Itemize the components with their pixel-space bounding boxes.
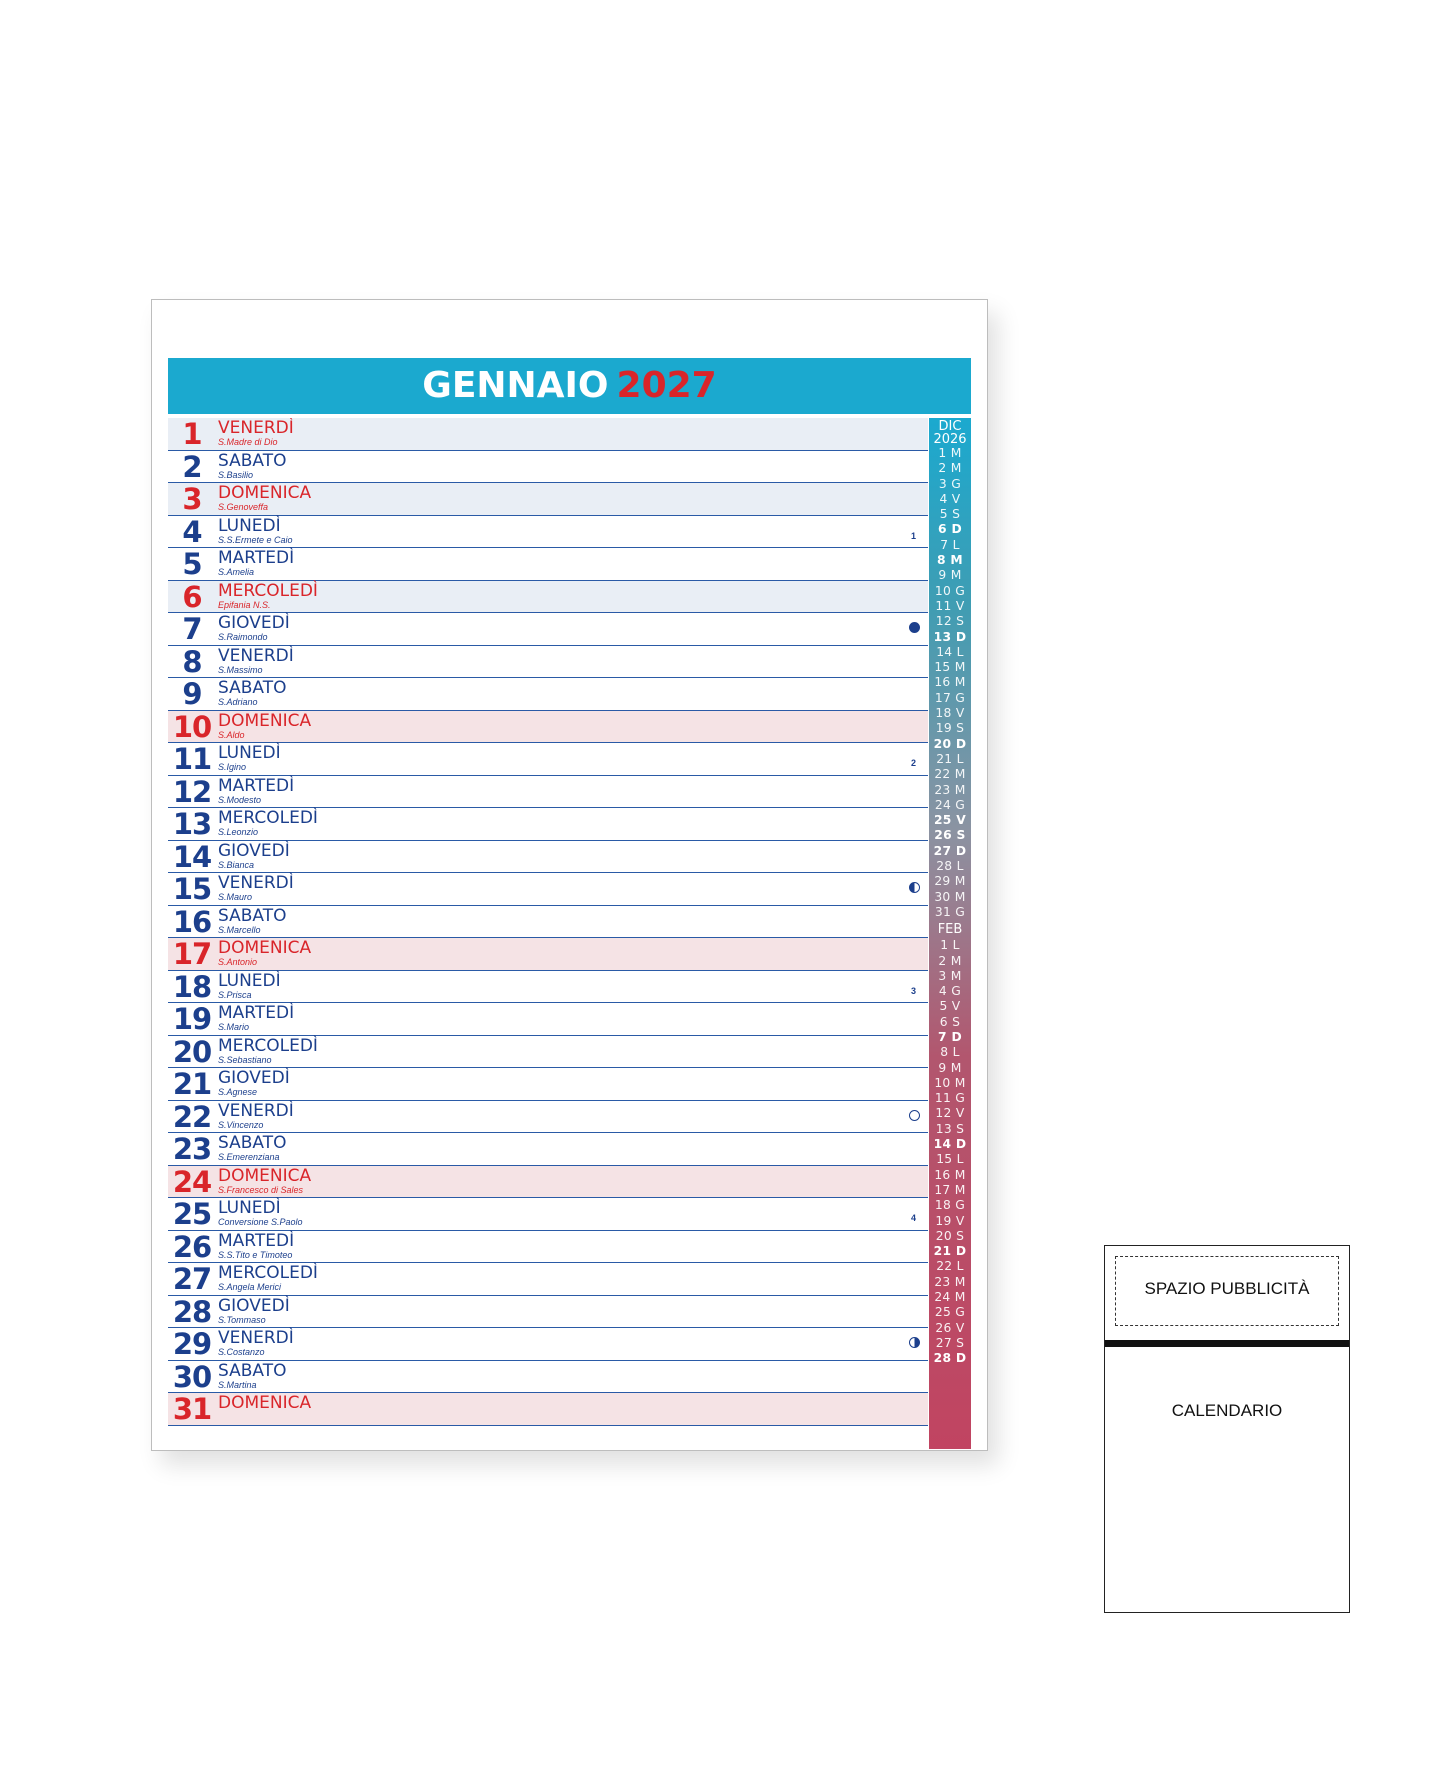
day-number: 31 [172, 1392, 212, 1426]
weekday-name: MARTEDÌ [218, 775, 295, 796]
day-number: 27 [172, 1262, 212, 1296]
mini-day: 20 D [933, 736, 967, 751]
day-list [168, 418, 928, 1449]
mini-day: 4 G [938, 984, 962, 999]
saint-name: Conversione S.Paolo [218, 1217, 303, 1227]
mini-day: 23 M [934, 1274, 966, 1289]
mini-day: 27 D [933, 843, 967, 858]
day-number: 9 [182, 677, 202, 711]
weekday-name: MARTEDÌ [218, 1003, 295, 1023]
last-quarter-icon [909, 1337, 920, 1348]
ad-space-box [1115, 1256, 1339, 1326]
saint-name: S.Massimo [218, 664, 263, 675]
year-title: 2027 [616, 365, 717, 406]
saint-name: S.Angela Merici [218, 1282, 282, 1292]
day-number: 7 [182, 612, 202, 646]
mini-day: 6 D [938, 522, 962, 537]
prev-month-days [929, 446, 971, 920]
day-number: 24 [172, 1164, 212, 1199]
mini-day: 2 M [938, 953, 962, 968]
weekday-name: SABATO [218, 1360, 287, 1381]
mini-day: 8 M [937, 553, 963, 568]
mini-day: 5 S [939, 507, 961, 522]
saint-name: S.Agnese [218, 1087, 258, 1097]
day-row [168, 1393, 928, 1426]
mini-day: 9 M [938, 568, 962, 583]
mini-day: 17 M [934, 1182, 966, 1197]
mini-day: 15 M [934, 660, 966, 675]
day-number: 1 [182, 418, 202, 451]
mini-day: 23 M [934, 782, 966, 797]
mini-day: 19 S [935, 721, 965, 736]
day-number: 18 [172, 969, 212, 1004]
weekday-name: MARTEDÌ [218, 548, 295, 568]
saint-name: S.Adriano [218, 697, 258, 707]
mini-day: 30 M [934, 889, 966, 904]
mini-day: 16 M [934, 1167, 966, 1182]
mini-day: 3 M [938, 968, 962, 983]
mini-day: 17 G [934, 690, 966, 705]
day-row [168, 1198, 928, 1231]
mini-day: 11 G [934, 1091, 966, 1106]
full-moon-icon [909, 1110, 920, 1121]
day-row [168, 1101, 928, 1134]
side-mini-calendar [929, 418, 971, 1449]
mini-day: 9 M [938, 1060, 962, 1075]
day-number: 3 [182, 482, 202, 516]
next-month-label: FEB [937, 922, 963, 938]
weekday-name: VENERDÌ [218, 418, 294, 438]
weekday-name: VENERDÌ [218, 1100, 294, 1121]
mini-day: 16 M [934, 675, 966, 690]
weekday-name: VENERDÌ [218, 1328, 294, 1348]
prev-month-label: DIC [938, 419, 962, 434]
divider-bar [1105, 1340, 1349, 1347]
weekday-name: VENERDÌ [218, 645, 294, 666]
mini-day: 18 V [935, 706, 965, 721]
mini-day: 21 L [936, 751, 964, 766]
mini-day: 3 G [938, 476, 962, 491]
day-row [168, 516, 928, 549]
mini-day: 12 S [935, 614, 965, 629]
mini-day: 7 D [938, 1029, 962, 1044]
prev-month-heading [929, 418, 971, 446]
weekday-name: SABATO [218, 1133, 287, 1153]
mini-day: 22 L [936, 1259, 964, 1274]
day-row [168, 646, 928, 679]
day-row [168, 841, 928, 874]
saint-name: S.Leonzio [218, 827, 259, 837]
day-row [168, 1263, 928, 1296]
day-number: 23 [172, 1132, 212, 1166]
day-number: 19 [172, 1002, 212, 1036]
weekday-name: LUNEDÌ [218, 1198, 281, 1218]
mini-day: 8 L [940, 1045, 960, 1060]
saint-name: S.Marcello [218, 924, 261, 935]
layout-legend [1104, 1245, 1350, 1613]
saint-name: S.Modesto [218, 794, 262, 805]
mini-day: 14 L [936, 644, 964, 659]
mini-day: 26 S [934, 828, 966, 843]
mini-day: 25 V [933, 813, 967, 828]
day-row [168, 1133, 928, 1166]
day-row [168, 418, 928, 451]
day-row [168, 906, 928, 939]
day-row [168, 1003, 928, 1036]
weekday-name: MARTEDÌ [218, 1230, 295, 1251]
day-number: 17 [172, 937, 212, 971]
mini-day: 14 D [933, 1137, 967, 1152]
day-number: 21 [172, 1067, 212, 1101]
mini-day: 5 V [939, 999, 961, 1014]
saint-name: S.Sebastiano [218, 1054, 272, 1065]
ad-space-label: SPAZIO PUBBLICITÀ [1144, 1279, 1310, 1298]
weekday-name: DOMENICA [218, 1165, 312, 1186]
day-number: 16 [172, 904, 212, 939]
saint-name: S.Emerenziana [218, 1152, 280, 1162]
new-moon-icon [909, 622, 920, 633]
saint-name: S.Genoveffa [218, 502, 269, 512]
week-number: 4 [910, 1213, 916, 1223]
saint-name: S.Madre di Dio [218, 437, 278, 447]
mini-day: 18 G [934, 1198, 966, 1213]
mini-day: 28 L [936, 859, 964, 874]
mini-day: 29 M [934, 874, 966, 889]
mini-day: 2 M [938, 461, 962, 476]
day-row [168, 581, 928, 614]
mini-day: 13 S [935, 1121, 965, 1136]
day-number: 10 [172, 709, 212, 744]
mini-day: 28 D [933, 1351, 967, 1366]
weekday-name: MERCOLEDÌ [218, 1035, 318, 1056]
mini-day: 26 V [935, 1320, 965, 1335]
mini-day: 20 S [935, 1228, 965, 1243]
day-number: 6 [182, 579, 202, 614]
week-number: 1 [910, 530, 916, 541]
day-number: 14 [172, 839, 212, 874]
weekday-name: GIOVEDÌ [218, 1068, 290, 1088]
next-month-days [929, 938, 971, 1366]
weekday-name: LUNEDÌ [218, 515, 281, 536]
saint-name: S.Raimondo [218, 632, 268, 642]
day-row [168, 1068, 928, 1101]
day-row [168, 1296, 928, 1329]
day-row [168, 483, 928, 516]
mini-day: 15 L [936, 1152, 964, 1167]
saint-name: S.Prisca [218, 989, 252, 1000]
month-header [168, 358, 971, 414]
weekday-name: DOMENICA [218, 710, 312, 731]
mini-day: 7 L [940, 537, 960, 552]
day-number: 22 [172, 1099, 212, 1134]
day-row [168, 613, 928, 646]
mini-day: 10 G [934, 583, 966, 598]
day-row [168, 743, 928, 776]
weekday-name: GIOVEDÌ [218, 613, 290, 633]
mini-day: 22 M [934, 767, 966, 782]
mini-day: 25 G [934, 1305, 966, 1320]
weekday-name: LUNEDÌ [218, 970, 281, 991]
day-number: 29 [172, 1327, 212, 1361]
saint-name: S.Antonio [218, 957, 258, 967]
saint-name: S.Tommaso [218, 1314, 266, 1325]
mini-day: 1 M [938, 446, 962, 460]
mini-day: 1 L [940, 938, 960, 953]
day-row [168, 971, 928, 1004]
saint-name: S.Aldo [218, 729, 245, 740]
day-number: 11 [172, 742, 212, 776]
day-row [168, 711, 928, 744]
weekday-name: MERCOLEDÌ [218, 580, 318, 601]
saint-name: S.Mario [218, 1022, 250, 1032]
prev-year-label: 2026 [933, 432, 967, 447]
mini-day: 6 S [939, 1014, 961, 1029]
saint-name: S.S.Tito e Timoteo [218, 1249, 293, 1260]
mini-day: 24 M [934, 1290, 966, 1305]
weekday-name: SABATO [218, 678, 287, 698]
saint-name: S.Mauro [218, 892, 253, 902]
day-number: 5 [182, 547, 202, 581]
day-row [168, 1166, 928, 1199]
saint-name: S.Basilio [218, 469, 254, 480]
saint-name: S.Costanzo [218, 1347, 265, 1357]
mini-day: 11 V [935, 598, 965, 613]
day-row [168, 1231, 928, 1264]
mini-day: 31 G [934, 904, 966, 919]
day-number: 20 [172, 1034, 212, 1069]
day-row [168, 678, 928, 711]
weekday-name: MERCOLEDÌ [218, 1263, 318, 1283]
mini-day: 12 V [935, 1106, 965, 1121]
weekday-name: SABATO [218, 450, 287, 471]
saint-name: S.Igino [218, 762, 247, 772]
day-row [168, 938, 928, 971]
mini-day: 19 V [935, 1213, 965, 1228]
day-number: 26 [172, 1229, 212, 1264]
mini-day: 10 M [934, 1075, 966, 1090]
mini-day: 24 G [934, 797, 966, 812]
week-number: 3 [910, 985, 916, 996]
day-number: 25 [172, 1197, 212, 1231]
day-row [168, 1328, 928, 1361]
mini-day: 4 V [939, 491, 961, 506]
day-row [168, 1361, 928, 1394]
saint-name: S.S.Ermete e Caio [218, 534, 293, 545]
day-number: 8 [182, 644, 202, 679]
mini-day: 21 D [933, 1244, 967, 1259]
weekday-name: LUNEDÌ [218, 743, 281, 763]
day-number: 4 [182, 514, 202, 549]
mini-day: 27 S [935, 1335, 965, 1350]
weekday-name: SABATO [218, 905, 287, 926]
day-number: 30 [172, 1359, 212, 1394]
weekday-name: DOMENICA [218, 938, 312, 958]
day-row [168, 451, 928, 484]
weekday-name: GIOVEDÌ [218, 840, 290, 861]
mini-day: 13 D [933, 629, 967, 644]
day-row [168, 873, 928, 906]
day-number: 12 [172, 774, 212, 809]
weekday-name: MERCOLEDÌ [218, 808, 318, 828]
day-row [168, 548, 928, 581]
week-number: 2 [910, 758, 916, 768]
day-number: 2 [182, 449, 202, 484]
weekday-name: GIOVEDÌ [218, 1295, 290, 1316]
weekday-name: DOMENICA [218, 483, 312, 503]
first-quarter-icon [909, 882, 920, 893]
saint-name: S.Amelia [218, 567, 255, 577]
day-row [168, 808, 928, 841]
saint-name: S.Martina [218, 1379, 257, 1390]
day-row [168, 776, 928, 809]
day-row [168, 1036, 928, 1069]
calendar-label: CALENDARIO [1171, 1401, 1283, 1420]
calendar-sheet [151, 299, 988, 1451]
saint-name: Epifania N.S. [218, 599, 271, 610]
saint-name: S.Francesco di Sales [218, 1184, 304, 1195]
month-title: GENNAIO [422, 365, 609, 406]
weekday-name: VENERDÌ [218, 873, 294, 893]
day-number: 28 [172, 1294, 212, 1329]
saint-name: S.Bianca [218, 859, 255, 870]
day-number: 15 [172, 872, 212, 906]
weekday-name: DOMENICA [218, 1393, 312, 1413]
saint-name: S.Vincenzo [218, 1119, 264, 1130]
day-number: 13 [172, 807, 212, 841]
